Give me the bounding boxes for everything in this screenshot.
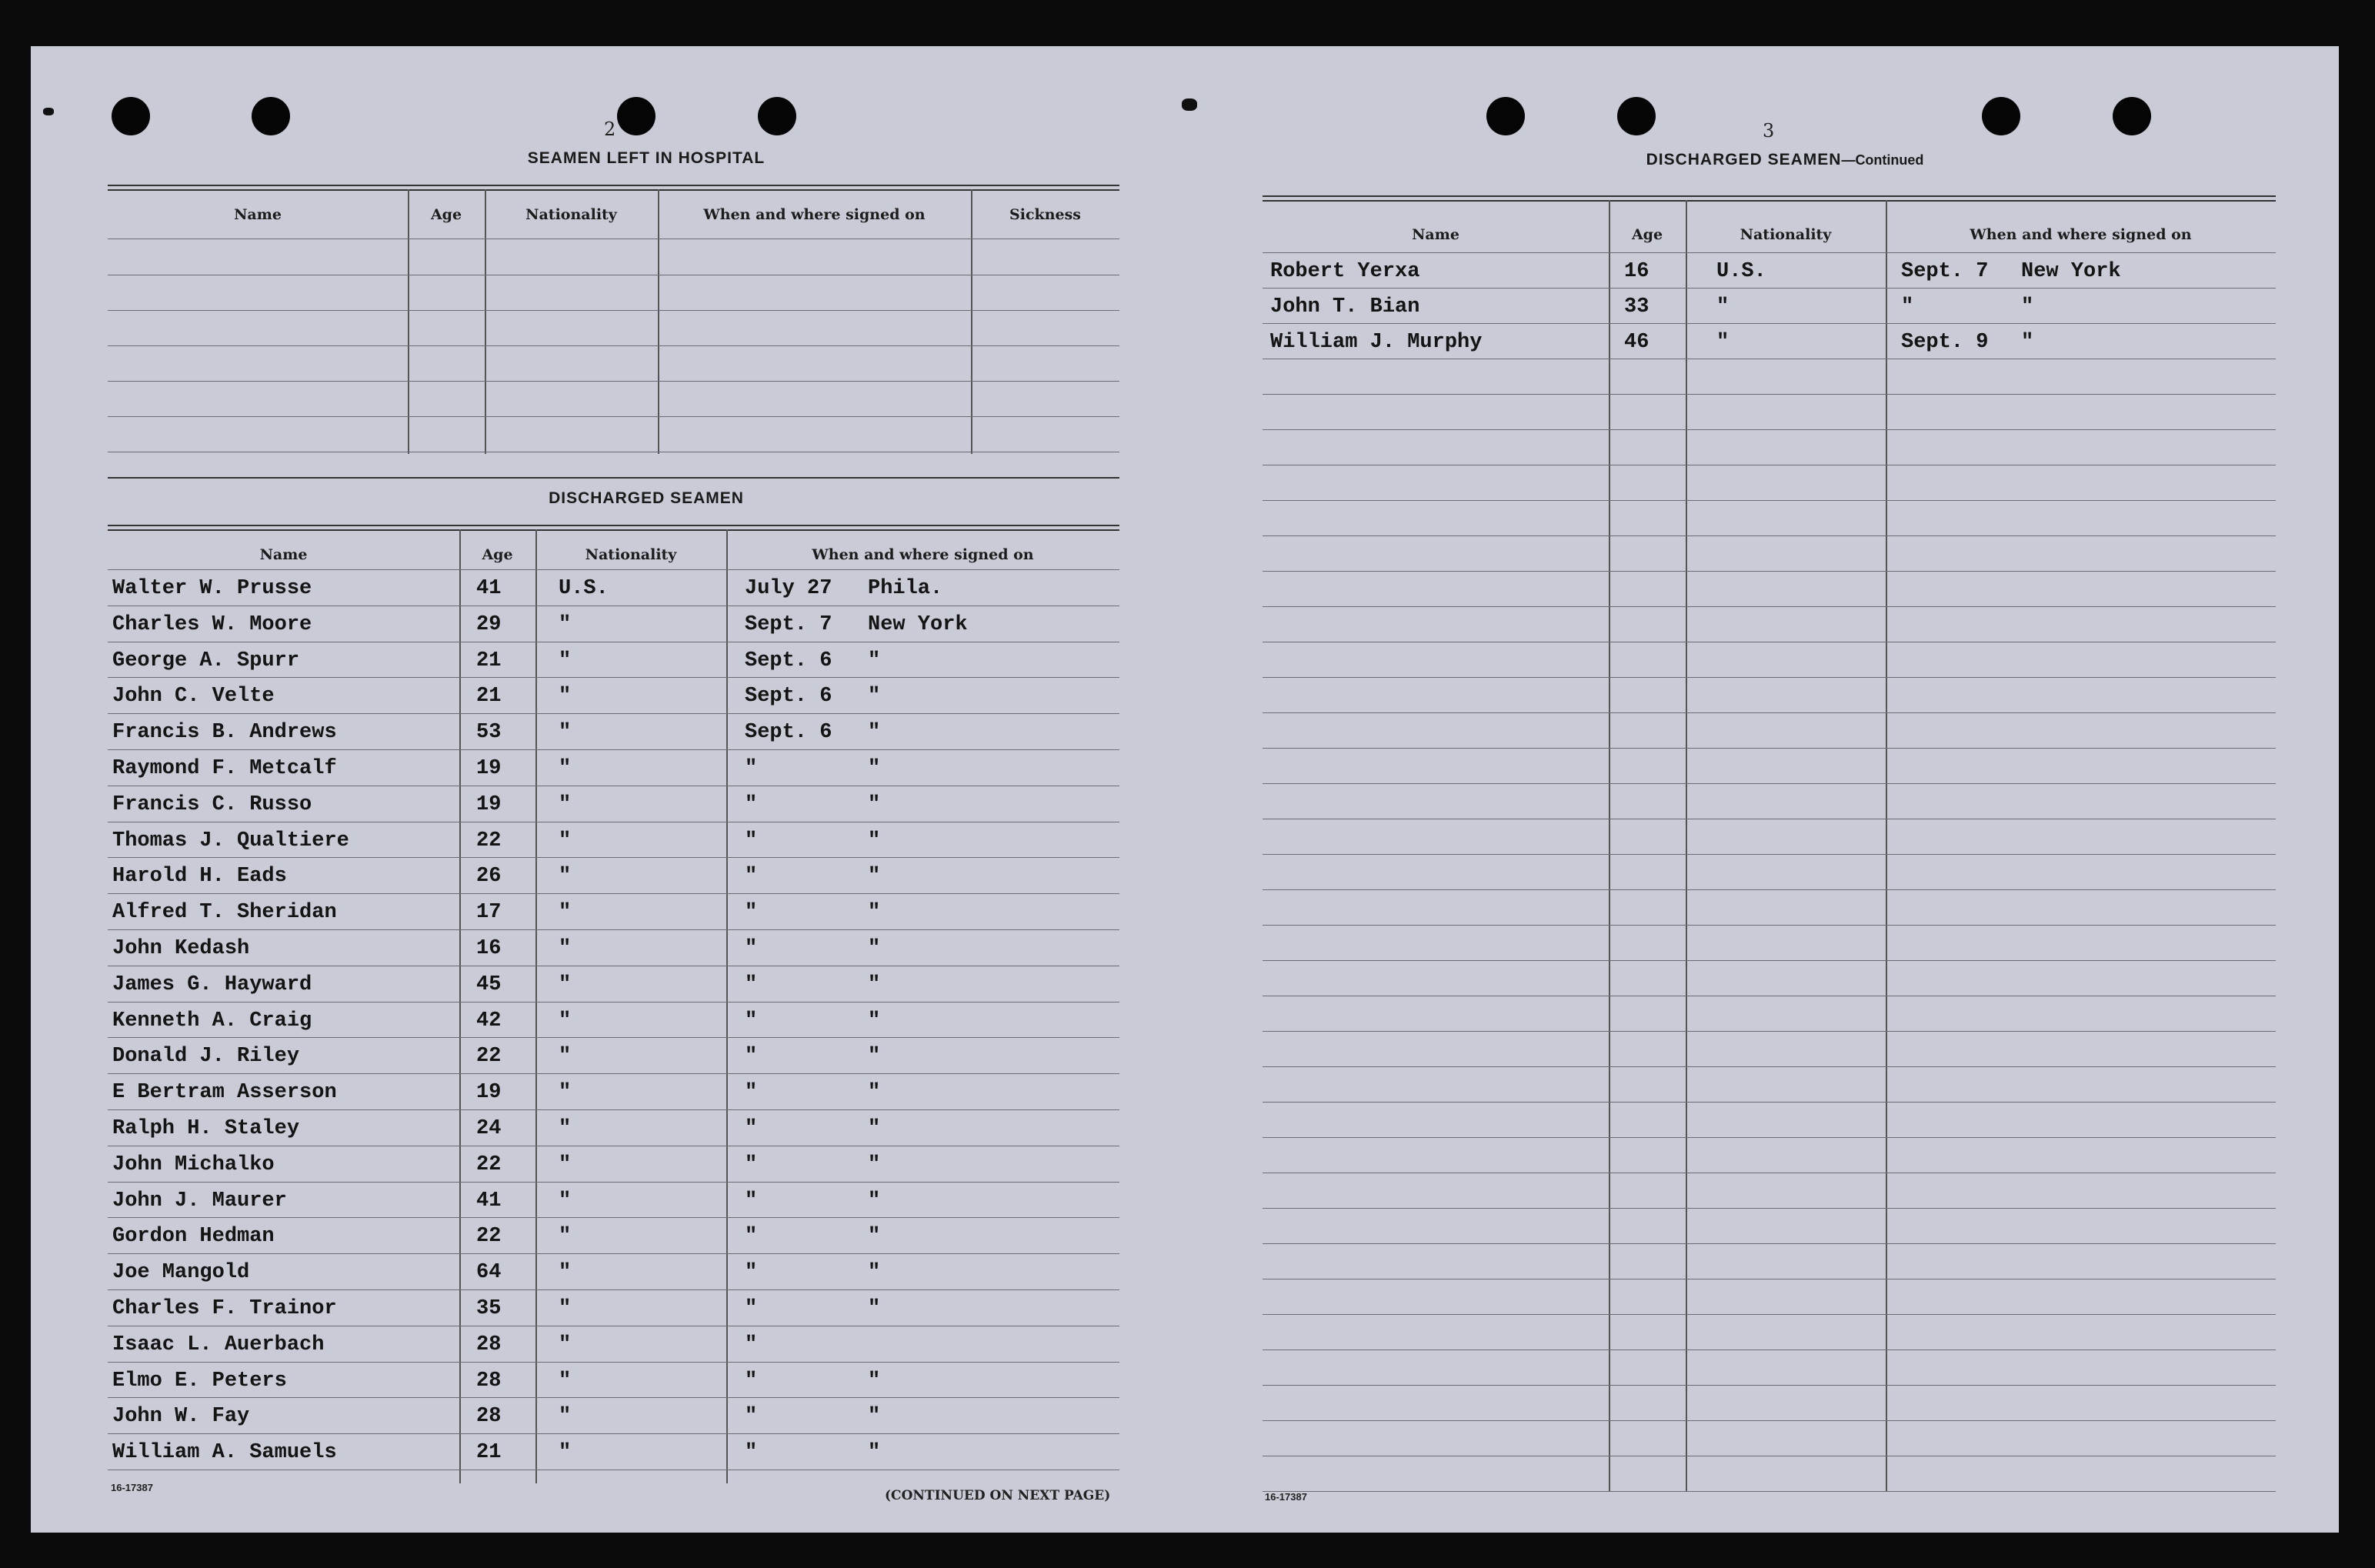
signed-on-place: " — [868, 721, 881, 745]
seaman-nationality: " — [559, 1441, 572, 1465]
seaman-age: 16 — [1624, 260, 1649, 283]
row-rule — [108, 1217, 1119, 1218]
signed-on-place: " — [868, 1405, 881, 1429]
table-top-rule — [108, 185, 1119, 186]
seaman-nationality: " — [559, 1045, 572, 1069]
row-rule — [1263, 1137, 2276, 1138]
signed-on-date: " — [745, 901, 758, 925]
row-rule — [108, 381, 1119, 382]
column-header: When and where signed on — [812, 546, 1034, 563]
form-code: 16-17387 — [1265, 1491, 1307, 1503]
seaman-age: 45 — [476, 972, 502, 996]
row-rule — [1263, 1208, 2276, 1209]
seaman-name: John Michalko — [112, 1153, 275, 1176]
signed-on-date: Sept. 6 — [745, 649, 832, 672]
column-header: Nationality — [1740, 226, 1832, 243]
signed-on-place: " — [868, 1045, 881, 1069]
seaman-age: 24 — [476, 1117, 502, 1140]
row-rule — [108, 713, 1119, 714]
column-header: Age — [430, 206, 462, 223]
seaman-age: 17 — [476, 901, 502, 925]
seaman-nationality: " — [559, 937, 572, 960]
seaman-name: Elmo E. Peters — [112, 1369, 287, 1393]
row-rule — [1263, 1385, 2276, 1386]
signed-on-place: " — [868, 1153, 881, 1176]
column-header: When and where signed on — [1970, 226, 2192, 243]
signed-on-place: " — [868, 1117, 881, 1140]
seaman-name: Walter W. Prusse — [112, 577, 312, 600]
punch-hole — [112, 97, 150, 135]
seaman-nationality: " — [559, 649, 572, 672]
row-rule — [1263, 394, 2276, 395]
continued-note: (CONTINUED ON NEXT PAGE) — [885, 1488, 1111, 1503]
signed-on-place: " — [2021, 331, 2034, 354]
seaman-nationality: " — [559, 1297, 572, 1320]
row-rule — [1263, 571, 2276, 572]
signed-on-date: " — [745, 865, 758, 889]
seaman-nationality: " — [559, 1369, 572, 1393]
row-rule — [108, 857, 1119, 858]
column-header: Nationality — [585, 546, 677, 563]
column-divider — [459, 529, 461, 1483]
signed-on-place: " — [868, 1441, 881, 1465]
signed-on-place: " — [868, 972, 881, 996]
seaman-nationality: " — [559, 1009, 572, 1033]
column-divider — [971, 189, 972, 454]
column-header: Age — [482, 546, 513, 563]
row-rule — [108, 1037, 1119, 1038]
signed-on-place: " — [2021, 295, 2034, 319]
signed-on-place: " — [868, 1297, 881, 1320]
signed-on-date: " — [745, 1117, 758, 1140]
seaman-nationality: " — [559, 792, 572, 816]
signed-on-date: " — [745, 1333, 758, 1356]
row-rule — [108, 1109, 1119, 1110]
signed-on-place: " — [868, 901, 881, 925]
discharged-section-title: DISCHARGED SEAMEN — [549, 489, 744, 507]
table-top-rule — [1263, 200, 2276, 202]
row-rule — [108, 929, 1119, 930]
signed-on-place: " — [868, 1081, 881, 1105]
hospital-section-title: SEAMEN LEFT IN HOSPITAL — [527, 149, 766, 167]
seaman-name: John W. Fay — [112, 1405, 250, 1429]
signed-on-date: " — [745, 1081, 758, 1105]
row-rule — [1263, 1314, 2276, 1315]
seaman-age: 22 — [476, 1225, 502, 1249]
seaman-name: George A. Spurr — [112, 649, 300, 672]
row-rule — [1263, 783, 2276, 784]
seaman-age: 19 — [476, 757, 502, 780]
row-rule — [1263, 535, 2276, 536]
row-rule — [108, 1289, 1119, 1290]
signed-on-place: " — [868, 1261, 881, 1285]
seaman-nationality: " — [559, 1333, 572, 1356]
seaman-name: John Kedash — [112, 937, 250, 960]
seaman-name: John C. Velte — [112, 685, 275, 709]
column-header: Name — [1412, 226, 1459, 243]
seaman-age: 29 — [476, 612, 502, 636]
signed-on-date: " — [745, 972, 758, 996]
page-number: 2 — [604, 118, 616, 140]
signed-on-place: " — [868, 1009, 881, 1033]
table-top-rule — [108, 525, 1119, 526]
seaman-name: Thomas J. Qualtiere — [112, 829, 349, 852]
column-divider — [408, 189, 409, 454]
row-rule — [108, 1397, 1119, 1398]
signed-on-date: " — [745, 1045, 758, 1069]
seaman-age: 46 — [1624, 331, 1649, 354]
row-rule — [1263, 1349, 2276, 1350]
seaman-nationality: " — [559, 1225, 572, 1249]
seaman-nationality: " — [1716, 295, 1730, 319]
signed-on-date: " — [745, 1189, 758, 1213]
seaman-age: 21 — [476, 649, 502, 672]
signed-on-date: " — [745, 1369, 758, 1393]
seaman-age: 35 — [476, 1297, 502, 1320]
seaman-age: 22 — [476, 1045, 502, 1069]
column-header: Name — [259, 546, 308, 563]
row-rule — [1263, 960, 2276, 961]
punch-hole — [617, 97, 655, 135]
seaman-nationality: U.S. — [559, 577, 609, 600]
row-rule — [1263, 429, 2276, 430]
seaman-name: Joe Mangold — [112, 1261, 250, 1285]
column-divider — [535, 529, 537, 1483]
seaman-nationality: " — [559, 757, 572, 780]
seaman-nationality: " — [559, 829, 572, 852]
row-rule — [1263, 925, 2276, 926]
row-rule — [1263, 1102, 2276, 1103]
row-rule — [108, 345, 1119, 346]
page-number: 3 — [1763, 120, 1775, 142]
signed-on-date: Sept. 7 — [745, 612, 832, 636]
row-rule — [1263, 748, 2276, 749]
row-rule — [108, 1073, 1119, 1074]
signed-on-date: Sept. 6 — [745, 721, 832, 745]
seaman-age: 21 — [476, 1441, 502, 1465]
row-rule — [1263, 323, 2276, 324]
seaman-age: 41 — [476, 1189, 502, 1213]
signed-on-place: Phila. — [868, 577, 943, 600]
punch-hole — [758, 97, 796, 135]
table-bottom-rule — [108, 477, 1119, 479]
row-rule — [1263, 1420, 2276, 1421]
seaman-name: William A. Samuels — [112, 1441, 337, 1465]
column-header: Sickness — [1009, 206, 1081, 223]
seaman-age: 33 — [1624, 295, 1649, 319]
row-rule — [108, 1362, 1119, 1363]
row-rule — [1263, 1491, 2276, 1492]
seaman-nationality: " — [559, 612, 572, 636]
row-rule — [1263, 1066, 2276, 1067]
punch-hole — [1617, 97, 1656, 135]
row-rule — [1263, 677, 2276, 678]
title-suffix: —Continued — [1841, 152, 1924, 168]
seaman-name: Charles W. Moore — [112, 612, 312, 636]
seaman-nationality: " — [559, 1153, 572, 1176]
row-rule — [108, 749, 1119, 750]
signed-on-date: " — [745, 757, 758, 780]
row-rule — [108, 569, 1119, 570]
seaman-nationality: " — [559, 721, 572, 745]
seaman-name: Isaac L. Auerbach — [112, 1333, 325, 1356]
seaman-age: 42 — [476, 1009, 502, 1033]
signed-on-date: Sept. 6 — [745, 685, 832, 709]
seaman-name: James G. Hayward — [112, 972, 312, 996]
signed-on-date: " — [1901, 295, 1914, 319]
row-rule — [1263, 500, 2276, 501]
row-rule — [108, 893, 1119, 894]
seaman-age: 16 — [476, 937, 502, 960]
row-rule — [108, 1182, 1119, 1183]
seaman-name: Ralph H. Staley — [112, 1117, 300, 1140]
seaman-age: 22 — [476, 1153, 502, 1176]
seaman-age: 19 — [476, 1081, 502, 1105]
seaman-name: William J. Murphy — [1270, 331, 1483, 354]
seaman-age: 28 — [476, 1405, 502, 1429]
signed-on-place: " — [868, 865, 881, 889]
punch-hole — [1486, 97, 1525, 135]
punch-hole — [252, 97, 290, 135]
seaman-nationality: " — [559, 685, 572, 709]
seaman-name: Francis B. Andrews — [112, 721, 337, 745]
seaman-name: John T. Bian — [1270, 295, 1420, 319]
seaman-name: Gordon Hedman — [112, 1225, 275, 1249]
column-divider — [658, 189, 659, 454]
seaman-age: 21 — [476, 685, 502, 709]
ink-smudge — [1182, 98, 1197, 111]
seaman-age: 41 — [476, 577, 502, 600]
signed-on-date: Sept. 7 — [1901, 260, 1989, 283]
right-page — [1185, 46, 2339, 1533]
signed-on-place: " — [868, 1369, 881, 1393]
row-rule — [1263, 288, 2276, 289]
seaman-age: 28 — [476, 1333, 502, 1356]
seaman-name: John J. Maurer — [112, 1189, 287, 1213]
seaman-name: Kenneth A. Craig — [112, 1009, 312, 1033]
signed-on-date: July 27 — [745, 577, 832, 600]
seaman-nationality: " — [559, 1081, 572, 1105]
right-section-title — [1554, 151, 2016, 169]
signed-on-date: " — [745, 1297, 758, 1320]
signed-on-place: New York — [2021, 260, 2121, 283]
signed-on-date: " — [745, 1225, 758, 1249]
row-rule — [1263, 854, 2276, 855]
seaman-nationality: " — [559, 1189, 572, 1213]
signed-on-place: " — [868, 829, 881, 852]
punch-hole — [1982, 97, 2020, 135]
row-rule — [108, 310, 1119, 311]
seaman-age: 28 — [476, 1369, 502, 1393]
seaman-nationality: U.S. — [1716, 260, 1766, 283]
seaman-nationality: " — [1716, 331, 1730, 354]
signed-on-place: " — [868, 937, 881, 960]
column-divider — [485, 189, 486, 454]
seaman-age: 19 — [476, 792, 502, 816]
signed-on-date: " — [745, 1153, 758, 1176]
table-top-rule — [108, 189, 1119, 191]
signed-on-place: " — [868, 1189, 881, 1213]
signed-on-place: New York — [868, 612, 968, 636]
signed-on-place: " — [868, 757, 881, 780]
signed-on-place: " — [868, 1225, 881, 1249]
left-page — [31, 46, 1185, 1533]
punch-hole — [2113, 97, 2151, 135]
signed-on-date: " — [745, 1405, 758, 1429]
seaman-nationality: " — [559, 901, 572, 925]
row-rule — [1263, 889, 2276, 890]
seaman-name: Raymond F. Metcalf — [112, 757, 337, 780]
row-rule — [1263, 1243, 2276, 1244]
column-header: Name — [234, 206, 282, 223]
column-header: When and where signed on — [703, 206, 926, 223]
signed-on-date: " — [745, 829, 758, 852]
table-top-rule — [108, 529, 1119, 531]
row-rule — [1263, 712, 2276, 713]
row-rule — [108, 1002, 1119, 1003]
ink-smudge — [43, 108, 54, 115]
column-header: Nationality — [525, 206, 617, 223]
row-rule — [108, 1433, 1119, 1434]
seaman-name: Harold H. Eads — [112, 865, 287, 889]
form-code: 16-17387 — [111, 1482, 153, 1493]
signed-on-date: " — [745, 1009, 758, 1033]
seaman-name: Donald J. Riley — [112, 1045, 300, 1069]
seaman-nationality: " — [559, 1117, 572, 1140]
seaman-name: Robert Yerxa — [1270, 260, 1420, 283]
seaman-age: 26 — [476, 865, 502, 889]
column-divider — [726, 529, 728, 1483]
row-rule — [108, 677, 1119, 678]
signed-on-date: " — [745, 792, 758, 816]
title-main: DISCHARGED SEAMEN — [1646, 151, 1842, 168]
seaman-nationality: " — [559, 972, 572, 996]
row-rule — [108, 416, 1119, 417]
table-top-rule — [1263, 195, 2276, 197]
seaman-age: 22 — [476, 829, 502, 852]
row-rule — [1263, 1031, 2276, 1032]
row-rule — [108, 1253, 1119, 1254]
seaman-age: 64 — [476, 1261, 502, 1285]
seaman-nationality: " — [559, 865, 572, 889]
signed-on-date: Sept. 9 — [1901, 331, 1989, 354]
signed-on-date: " — [745, 1441, 758, 1465]
seaman-name: E Bertram Asserson — [112, 1081, 337, 1105]
signed-on-place: " — [868, 685, 881, 709]
signed-on-date: " — [745, 937, 758, 960]
seaman-nationality: " — [559, 1405, 572, 1429]
column-header: Age — [1631, 226, 1663, 243]
signed-on-place: " — [868, 792, 881, 816]
seaman-name: Francis C. Russo — [112, 792, 312, 816]
seaman-nationality: " — [559, 1261, 572, 1285]
signed-on-date: " — [745, 1261, 758, 1285]
seaman-age: 53 — [476, 721, 502, 745]
seaman-name: Alfred T. Sheridan — [112, 901, 337, 925]
seaman-name: Charles F. Trainor — [112, 1297, 337, 1320]
row-rule — [1263, 252, 2276, 253]
row-rule — [1263, 606, 2276, 607]
signed-on-place: " — [868, 649, 881, 672]
